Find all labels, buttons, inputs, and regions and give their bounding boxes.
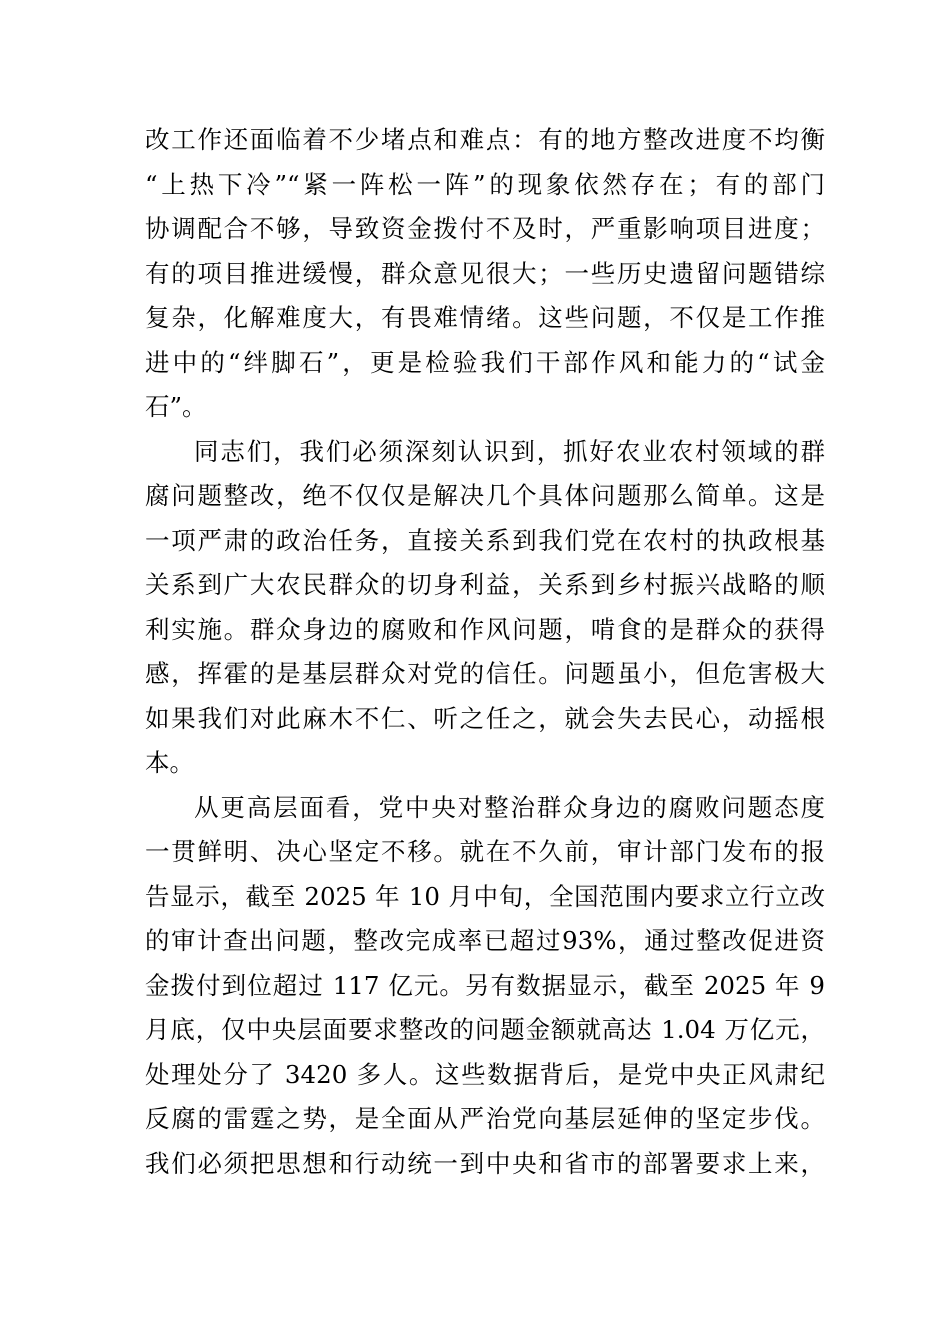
text-line: 金拨付到位超过 117 亿元。另有数据显示，截至 2025 年 9 [145, 970, 825, 1000]
text-line: 有的项目推进缓慢，群众意见很大；一些历史遗留问题错综 [145, 258, 825, 288]
text-line: 腐问题整改，绝不仅仅是解决几个具体问题那么简单。这是 [145, 481, 825, 510]
text-line: 感，挥霍的是基层群众对党的信任。问题虽小，但危害极大 [145, 659, 825, 688]
text-line: 月底，仅中央层面要求整改的问题金额就高达 1.04 万亿元， [145, 1015, 825, 1044]
body-text [145, 118, 825, 1186]
text-line: 如果我们对此麻木不仁、听之任之，就会失去民心，动摇根 [145, 703, 825, 733]
text-line: 一项严肃的政治任务，直接关系到我们党在农村的执政根基 [145, 525, 825, 555]
text-line: 一贯鲜明、决心坚定不移。就在不久前，审计部门发布的报 [145, 837, 825, 866]
text-line: 利实施。群众身边的腐败和作风问题，啃食的是群众的获得 [145, 614, 825, 644]
text-line: 复杂，化解难度大，有畏难情绪。这些问题，不仅是工作推 [145, 303, 825, 332]
text-line: 告显示，截至 2025 年 10 月中旬，全国范围内要求立行立改 [145, 881, 825, 911]
text-line: 改工作还面临着不少堵点和难点：有的地方整改进度不均衡 [145, 125, 825, 154]
paragraph-first-line: 同志们，我们必须深刻认识到，抓好农业农村领域的群 [194, 436, 825, 466]
text-line: 的审计查出问题，整改完成率已超过93%，通过整改促进资 [145, 926, 825, 955]
text-line: 本。 [145, 748, 194, 777]
text-line: 进中的“绊脚石”，更是检验我们干部作风和能力的“试金 [145, 347, 825, 377]
text-line: 反腐的雷霆之势，是全面从严治党向基层延伸的坚定步伐。 [145, 1104, 825, 1133]
text-line: “上热下冷”“紧一阵松一阵”的现象依然存在；有的部门 [145, 169, 825, 199]
text-line: 协调配合不够，导致资金拨付不及时，严重影响项目进度； [145, 214, 825, 243]
text-line: 关系到广大农民群众的切身利益，关系到乡村振兴战略的顺 [145, 570, 825, 599]
paragraph-first-line: 从更高层面看，党中央对整治群众身边的腐败问题态度 [194, 792, 825, 822]
text-line: 处理处分了 3420 多人。这些数据背后，是党中央正风肃纪 [145, 1059, 825, 1089]
text-line: 石”。 [145, 392, 207, 421]
text-line: 我们必须把思想和行动统一到中央和省市的部署要求上来， [145, 1148, 825, 1178]
